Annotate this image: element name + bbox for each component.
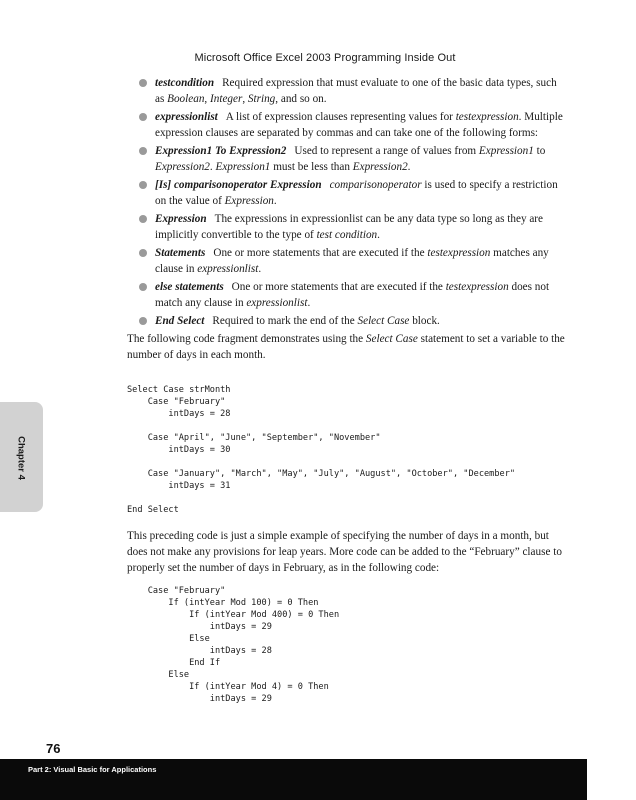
- definition-item: [127, 245, 567, 277]
- code-block-february: Case "February" If (intYear Mod 100) = 0 Then If (intYear Mod 400) = 0 Then intDays = 29 Else intDays = 28 End If Else If (intYear Mod 4) = 0 Then intDays = 29: [147, 586, 340, 704]
- definition-description: Required expression that must evaluate to one of the basic data types, such as Boolean, Integer, String, and so on.: [155, 77, 557, 105]
- definition-item: [127, 177, 567, 209]
- definition-item: [127, 279, 567, 311]
- definition-term: [Is] comparisonoperator Expression: [155, 179, 322, 191]
- leap-year-paragraph: This preceding code is just a simple example of specifying the number of days in a month, but does not make any provisions for leap years. More code can be added to the “February” clause to properly set the number of days in February, as in the following code:: [127, 530, 562, 574]
- bullet-icon: [139, 215, 147, 223]
- definition-item: [127, 75, 567, 107]
- definition-term: testcondition: [155, 77, 215, 89]
- bullet-icon: [139, 181, 147, 189]
- definition-description: Required to mark the end of the Select Case block.: [212, 315, 440, 327]
- definition-description: Used to represent a range of values from Expression1 to Expression2. Expression1 must be less than Expression2.: [155, 145, 546, 173]
- definition-item: [127, 109, 567, 141]
- bullet-icon: [139, 79, 147, 87]
- definition-description: The expressions in expressionlist can be any data type so long as they are implicitly convertible to the type of test condition.: [155, 213, 543, 241]
- definition-term: Statements: [155, 247, 206, 259]
- intro-paragraph: The following code fragment demonstrates using the Select Case statement to set a variable to the number of days in each month.: [127, 333, 565, 361]
- definition-item: [127, 211, 567, 243]
- definition-description: One or more statements that are executed if the testexpression does not match any clause in expressionlist.: [155, 281, 550, 309]
- definition-item: [127, 143, 567, 175]
- bullet-icon: [139, 283, 147, 291]
- definition-description: A list of expression clauses representing values for testexpression. Multiple expression clauses are separated by commas and can take one of the following forms:: [155, 111, 563, 139]
- definition-term: Expression1 To Expression2: [155, 145, 287, 157]
- definition-term: Expression: [155, 213, 207, 225]
- footer-part-title: Part 2: Visual Basic for Applications: [28, 765, 157, 774]
- definition-list: [127, 75, 567, 329]
- chapter-tab: [0, 402, 43, 512]
- definition-item: [127, 313, 567, 329]
- page-content: [127, 75, 567, 705]
- chapter-tab-label: Chapter 4: [15, 436, 27, 480]
- bullet-icon: [139, 317, 147, 325]
- running-header: Microsoft Office Excel 2003 Programming Inside Out: [194, 52, 456, 64]
- bullet-icon: [139, 113, 147, 121]
- definition-term: else statements: [155, 281, 224, 293]
- footer-bar: [0, 759, 587, 800]
- definition-term: End Select: [155, 315, 205, 327]
- definition-term: expressionlist: [155, 111, 218, 123]
- page-number: 76: [46, 741, 61, 756]
- code-block-select-case: Select Case strMonth Case "February" intDays = 28 Case "April", "June", "September", "November" intDays = 30 Case "January", "March", "May", "July", "August", "October", "December" intDays = 31 End Select: [127, 385, 516, 515]
- definition-description: One or more statements that are executed if the testexpression matches any clause in expressionlist.: [155, 247, 549, 275]
- definition-description: comparisonoperator is used to specify a restriction on the value of Expression.: [155, 179, 558, 207]
- bullet-icon: [139, 147, 147, 155]
- bullet-icon: [139, 249, 147, 257]
